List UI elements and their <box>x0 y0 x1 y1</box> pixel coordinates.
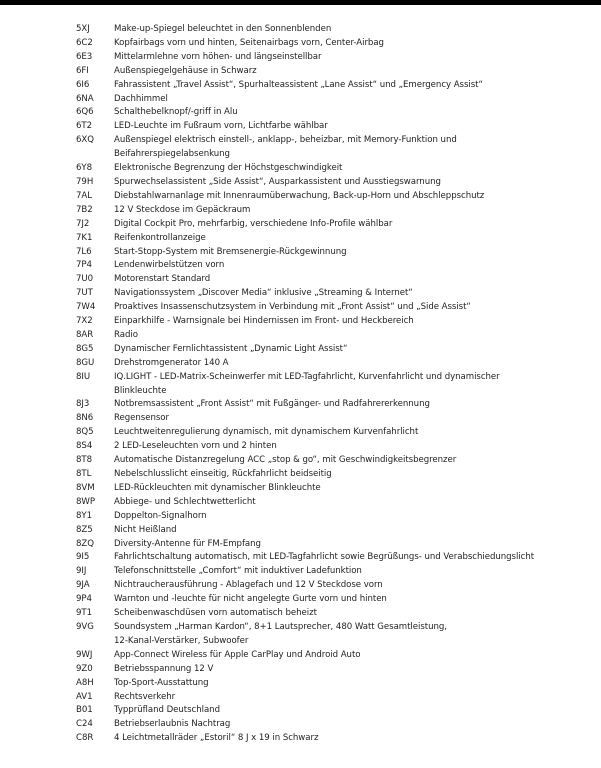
equipment-row <box>76 93 596 107</box>
equipment-row <box>76 162 596 176</box>
equipment-row <box>76 718 596 732</box>
equipment-row <box>76 37 596 51</box>
option-description: Dachhimmel <box>114 93 168 104</box>
option-code: 9T1 <box>76 608 93 619</box>
option-code: 6FI <box>76 65 89 76</box>
option-code: 7K1 <box>76 232 93 243</box>
equipment-row <box>76 371 596 385</box>
option-description: Top-Sport-Ausstattung <box>114 677 209 688</box>
option-description: Notbremsassistent „Front Assist“ mit Fußgänger- und Radfahrererkennung <box>114 399 430 410</box>
option-code: 8GU <box>76 357 95 368</box>
equipment-row <box>76 79 596 93</box>
option-code: 9Z0 <box>76 663 93 674</box>
equipment-row <box>76 106 596 120</box>
option-description: Schalthebelknopf/-griff in Alu <box>114 107 238 118</box>
equipment-row-continuation <box>76 148 596 162</box>
option-code: 8Q5 <box>76 427 94 438</box>
option-code: 79H <box>76 176 94 187</box>
equipment-row <box>76 426 596 440</box>
option-description: Abbiege- und Schlechtwetterlicht <box>114 496 256 507</box>
option-code: 9I5 <box>76 552 90 563</box>
option-description-continued: 12-Kanal-Verstärker, Subwoofer <box>114 635 249 646</box>
option-description: Navigationssystem „Discover Media“ inklusive „Streaming & Internet“ <box>114 288 413 299</box>
equipment-row <box>76 398 596 412</box>
option-description: Start-Stopp-System mit Bremsenergie-Rückgewinnung <box>114 246 347 257</box>
option-description: Scheibenwaschdüsen vorn automatisch beheizt <box>114 608 317 619</box>
option-description: Motorenstart Standard <box>114 274 211 285</box>
option-code: 7J2 <box>76 218 90 229</box>
option-description: Fahrassistent „Travel Assist“, Spurhalteassistent „Lane Assist“ und „Emergency Assist“ <box>114 79 483 90</box>
equipment-row <box>76 329 596 343</box>
equipment-row <box>76 315 596 329</box>
option-description: Nichtraucherausführung - Ablagefach und 12 V Steckdose vorn <box>114 580 383 591</box>
option-description: 4 Leichtmetallräder „Estoril“ 8 J x 19 in Schwarz <box>114 733 319 744</box>
option-description: LED-Leuchte im Fußraum vorn, Lichtfarbe wählbar <box>114 121 328 132</box>
equipment-row <box>76 496 596 510</box>
equipment-row <box>76 565 596 579</box>
option-code: 7W4 <box>76 302 96 313</box>
option-description: Proaktives Insassenschutzsystem in Verbindung mit „Front Assist“ und „Side Assist“ <box>114 302 471 313</box>
option-code: 7X2 <box>76 316 93 327</box>
option-code: 9IJ <box>76 566 87 577</box>
option-description: Nebelschlusslicht einseitig, Rückfahrlicht beidseitig <box>114 469 332 479</box>
equipment-row <box>76 190 596 204</box>
equipment-row <box>76 440 596 454</box>
option-code: C8R <box>76 733 94 744</box>
option-code: 7U0 <box>76 274 94 285</box>
option-description: Telefonschnittstelle „Comfort“ mit induktiver Ladefunktion <box>114 566 362 577</box>
option-code: 6T2 <box>76 121 93 132</box>
option-description: Dynamischer Fernlichtassistent „Dynamic Light Assist“ <box>114 343 348 354</box>
option-description: Außenspiegel elektrisch einstell-, anklapp-, beheizbar, mit Memory-Funktion und <box>114 135 457 146</box>
option-description: Reifenkontrollanzeige <box>114 232 206 243</box>
option-description: Typprüfland Deutschland <box>114 705 220 716</box>
equipment-row <box>76 663 596 677</box>
equipment-row <box>76 51 596 65</box>
option-description: Betriebsspannung 12 V <box>114 663 214 674</box>
equipment-row <box>76 343 596 357</box>
option-code: 6NA <box>76 93 94 104</box>
equipment-row <box>76 287 596 301</box>
option-description: Lendenwirbelstützen vorn <box>114 260 225 271</box>
option-code: C24 <box>76 719 93 730</box>
option-description: 12 V Steckdose im Gepäckraum <box>114 204 251 215</box>
equipment-row <box>76 593 596 607</box>
option-description: Fahrlichtschaltung automatisch, mit LED-Tagfahrlicht sowie Begrüßungs- und Verabschiedungslicht <box>114 552 535 563</box>
option-description: Einparkhilfe - Warnsignale bei Hindernissen im Front- und Heckbereich <box>114 316 414 327</box>
code-spacer <box>76 148 114 162</box>
equipment-row <box>76 204 596 218</box>
option-description: Doppelton-Signalhorn <box>114 510 207 521</box>
option-code: 6I6 <box>76 79 90 90</box>
option-code: 6Q6 <box>76 107 94 118</box>
option-description: Warnton und -leuchte für nicht angelegte Gurte vorn und hinten <box>114 594 387 605</box>
option-description: Nicht Heißland <box>114 524 177 535</box>
equipment-row <box>76 232 596 246</box>
option-description: Soundsystem „Harman Kardon“, 8+1 Lautsprecher, 480 Watt Gesamtleistung, <box>114 621 447 632</box>
equipment-row <box>76 134 596 148</box>
equipment-row <box>76 732 596 746</box>
option-code: 8TL <box>76 469 92 479</box>
option-description: Spurwechselassistent „Side Assist“, Ausparkassistent und Ausstiegswarnung <box>114 176 441 187</box>
option-code: 7P4 <box>76 260 92 271</box>
equipment-row <box>76 120 596 134</box>
option-code: 8ZQ <box>76 538 94 549</box>
option-description: Diversity-Antenne für FM-Empfang <box>114 538 261 549</box>
equipment-row <box>76 538 596 552</box>
equipment-row <box>76 176 596 190</box>
option-code: 7L6 <box>76 246 92 257</box>
option-description: IQ.LIGHT - LED-Matrix-Scheinwerfer mit LED-Tagfahrlicht, Kurvenfahrlicht und dynamischer <box>114 371 500 382</box>
option-description: Mittelarmlehne vorn höhen- und längseinstellbar <box>114 51 322 62</box>
equipment-row <box>76 649 596 663</box>
equipment-row <box>76 551 596 565</box>
option-code: AV1 <box>76 691 93 702</box>
option-description: Rechtsverkehr <box>114 691 176 702</box>
equipment-row <box>76 412 596 426</box>
equipment-row <box>76 301 596 315</box>
option-code: 7B2 <box>76 204 93 215</box>
equipment-row-continuation <box>76 635 596 649</box>
equipment-row <box>76 704 596 718</box>
option-code: 8S4 <box>76 441 93 452</box>
option-description: Regensensor <box>114 413 169 424</box>
option-description: LED-Rückleuchten mit dynamischer Blinkleuchte <box>114 482 321 493</box>
equipment-row <box>76 454 596 468</box>
equipment-row <box>76 246 596 260</box>
option-code: A8H <box>76 677 94 688</box>
option-code: 9JA <box>76 580 90 591</box>
equipment-row <box>76 65 596 79</box>
equipment-row <box>76 607 596 621</box>
code-spacer <box>76 635 114 649</box>
option-code: 7AL <box>76 190 92 201</box>
option-code: 8J3 <box>76 399 90 410</box>
option-description: 2 LED-Leseleuchten vorn und 2 hinten <box>114 441 277 452</box>
equipment-row <box>76 524 596 538</box>
equipment-row <box>76 273 596 287</box>
option-code: 9WJ <box>76 649 93 660</box>
option-code: 8T8 <box>76 455 93 466</box>
equipment-row <box>76 357 596 371</box>
option-code: 8G5 <box>76 343 94 354</box>
equipment-row <box>76 468 596 482</box>
option-description: Kopfairbags vorn und hinten, Seitenairbags vorn, Center-Airbag <box>114 37 384 48</box>
equipment-row <box>76 510 596 524</box>
equipment-row-continuation <box>76 385 596 399</box>
option-description: Automatische Distanzregelung ACC „stop & go“, mit Geschwindigkeitsbegrenzer <box>114 455 457 466</box>
option-code: 9P4 <box>76 594 92 605</box>
option-description: Radio <box>114 329 138 340</box>
option-code: 6E3 <box>76 51 93 62</box>
option-description-continued: Beifahrerspiegelabsenkung <box>114 149 230 160</box>
option-description: Elektronische Begrenzung der Höchstgeschwindigkeit <box>114 163 343 174</box>
option-code: 8Z5 <box>76 524 93 535</box>
equipment-row <box>76 621 596 635</box>
option-description-continued: Blinkleuchte <box>114 385 167 396</box>
equipment-code-list <box>76 23 596 746</box>
option-code: 8VM <box>76 482 95 493</box>
equipment-row <box>76 218 596 232</box>
equipment-row <box>76 23 596 37</box>
option-code: 9VG <box>76 621 94 632</box>
option-code: 8IU <box>76 371 91 382</box>
code-spacer <box>76 385 114 399</box>
option-description: Digital Cockpit Pro, mehrfarbig, verschiedene Info-Profile wählbar <box>114 218 393 229</box>
option-description: Außenspiegelgehäuse in Schwarz <box>114 65 257 76</box>
option-code: 8WP <box>76 496 95 507</box>
option-code: 6XQ <box>76 135 94 146</box>
equipment-row <box>76 677 596 691</box>
equipment-row <box>76 482 596 496</box>
option-code: 8N6 <box>76 413 94 424</box>
option-description: Betriebserlaubnis Nachtrag <box>114 719 231 730</box>
option-description: Diebstahlwarnanlage mit Innenraumüberwachung, Back-up-Horn und Abschleppschutz <box>114 190 485 201</box>
option-code: 7UT <box>76 288 93 299</box>
equipment-row <box>76 579 596 593</box>
option-description: Leuchtweitenregulierung dynamisch, mit dynamischem Kurvenfahrlicht <box>114 427 419 438</box>
option-description: App-Connect Wireless für Apple CarPlay und Android Auto <box>114 649 361 660</box>
top-edge-bar <box>0 0 601 5</box>
option-description: Make-up-Spiegel beleuchtet in den Sonnenblenden <box>114 24 332 34</box>
equipment-row <box>76 259 596 273</box>
option-code: 8AR <box>76 329 94 340</box>
option-description: Drehstromgenerator 140 A <box>114 357 229 368</box>
option-code: 6Y8 <box>76 163 93 174</box>
option-code: B01 <box>76 705 93 716</box>
option-code: 8Y1 <box>76 510 93 521</box>
option-code: 6C2 <box>76 37 93 48</box>
equipment-row <box>76 691 596 705</box>
option-code: 5XJ <box>76 24 90 34</box>
